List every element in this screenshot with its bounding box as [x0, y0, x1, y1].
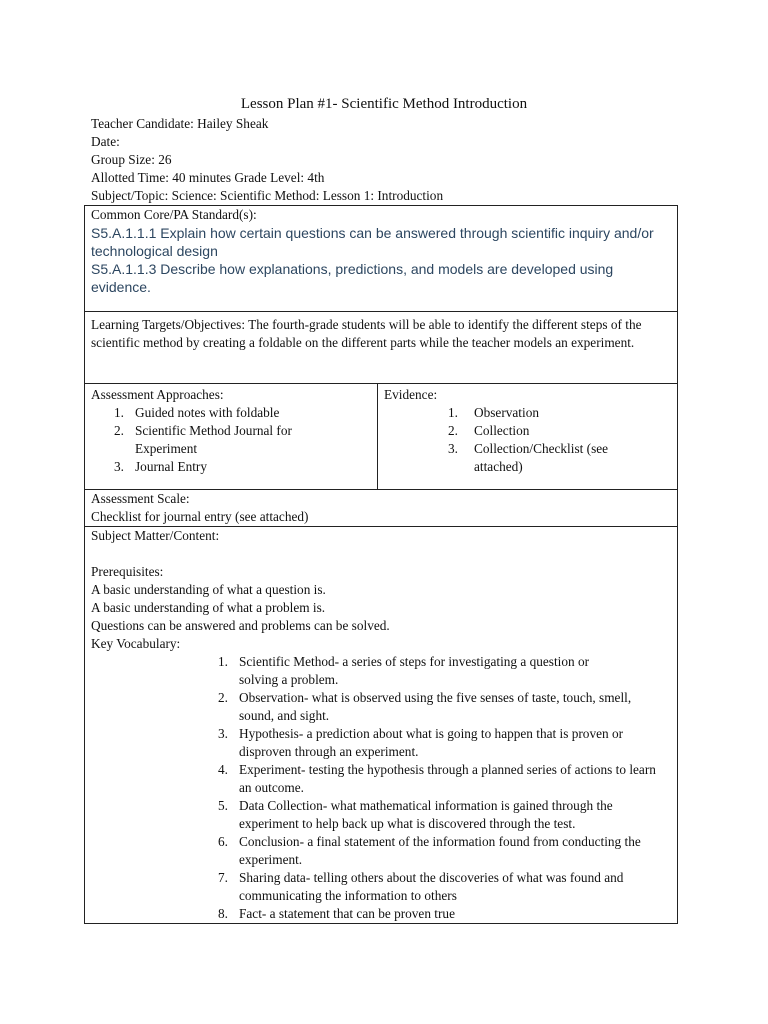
vocabulary-label: Key Vocabulary: — [91, 636, 181, 651]
learning-targets-cell — [85, 312, 678, 384]
assessment-scale-label: Assessment Scale: — [91, 491, 190, 506]
list-item: 5. Data Collection- what mathematical information is gained through the experiment to help back up what is discovered through the test. — [218, 798, 613, 831]
vocabulary-list — [91, 653, 677, 923]
subject-matter-label: Subject Matter/Content: — [91, 528, 220, 543]
time-grade: Allotted Time: 40 minutes Grade Level: 4th — [91, 170, 325, 185]
evidence-label: Evidence: — [384, 387, 438, 402]
lesson-plan-table — [84, 205, 678, 924]
page-title: Lesson Plan #1- Scientific Method Introduction — [240, 96, 528, 112]
list-item: 7. Sharing data- telling others about the discoveries of what was found and communicating the information to others — [218, 870, 624, 903]
assessment-label: Assessment Approaches: — [91, 387, 224, 402]
prerequisite-item: A basic understanding of what a question is. — [91, 582, 326, 597]
standard-item: S5.A.1.1.3 Describe how explanations, predictions, and models are developed using evidence. — [91, 261, 614, 295]
teacher-candidate: Teacher Candidate: Hailey Sheak — [91, 116, 269, 131]
list-item: 6. Conclusion- a final statement of the information found from conducting the experiment. — [218, 834, 641, 867]
standards-label: Common Core/PA Standard(s): — [91, 207, 257, 222]
prerequisite-item: Questions can be answered and problems can be solved. — [91, 618, 390, 633]
prerequisite-item: A basic understanding of what a problem is. — [91, 600, 326, 615]
list-item: 3. Collection/Checklist (see attached) — [448, 441, 609, 474]
list-item: 1. Observation — [448, 405, 539, 420]
list-item: 2. Scientific Method Journal for Experiment — [114, 423, 292, 456]
lesson-date: Date: — [91, 134, 120, 149]
evidence-cell — [378, 384, 678, 490]
prerequisites-label: Prerequisites: — [91, 564, 164, 579]
standard-item: S5.A.1.1.1 Explain how certain questions can be answered through scientific inquiry and/or technological design — [91, 225, 654, 259]
list-item: 8. Fact- a statement that can be proven true — [218, 906, 455, 921]
subject-matter-cell — [85, 527, 678, 924]
subject-topic: Subject/Topic: Science: Scientific Method: Lesson 1: Introduction — [91, 188, 444, 203]
assessment-scale-text: Checklist for journal entry (see attached) — [91, 509, 309, 524]
assessment-cell — [85, 384, 378, 490]
evidence-list — [384, 404, 677, 476]
list-item: 2. Collection — [448, 423, 530, 438]
list-item: 1. Scientific Method- a series of steps for investigating a question or solving a problem. — [218, 654, 590, 687]
list-item: 3. Journal Entry — [114, 459, 208, 474]
group-size: Group Size: 26 — [91, 152, 172, 167]
assessment-list — [91, 404, 377, 476]
list-item: 4. Experiment- testing the hypothesis through a planned series of actions to learn an outcome. — [218, 762, 656, 795]
list-item: 2. Observation- what is observed using the five senses of taste, touch, smell, sound, and sight. — [218, 690, 632, 723]
assessment-scale-cell — [85, 490, 678, 527]
list-item: 1. Guided notes with foldable — [114, 405, 280, 420]
learning-targets-text: Learning Targets/Objectives: The fourth-grade students will be able to identify the different steps of the scientific method by creating a foldable on the different parts while the teacher models an experiment. — [91, 317, 642, 350]
standards-cell — [85, 206, 678, 312]
lesson-header — [91, 115, 443, 205]
list-item: 3. Hypothesis- a prediction about what is going to happen that is proven or disproven through an experiment. — [218, 726, 624, 759]
